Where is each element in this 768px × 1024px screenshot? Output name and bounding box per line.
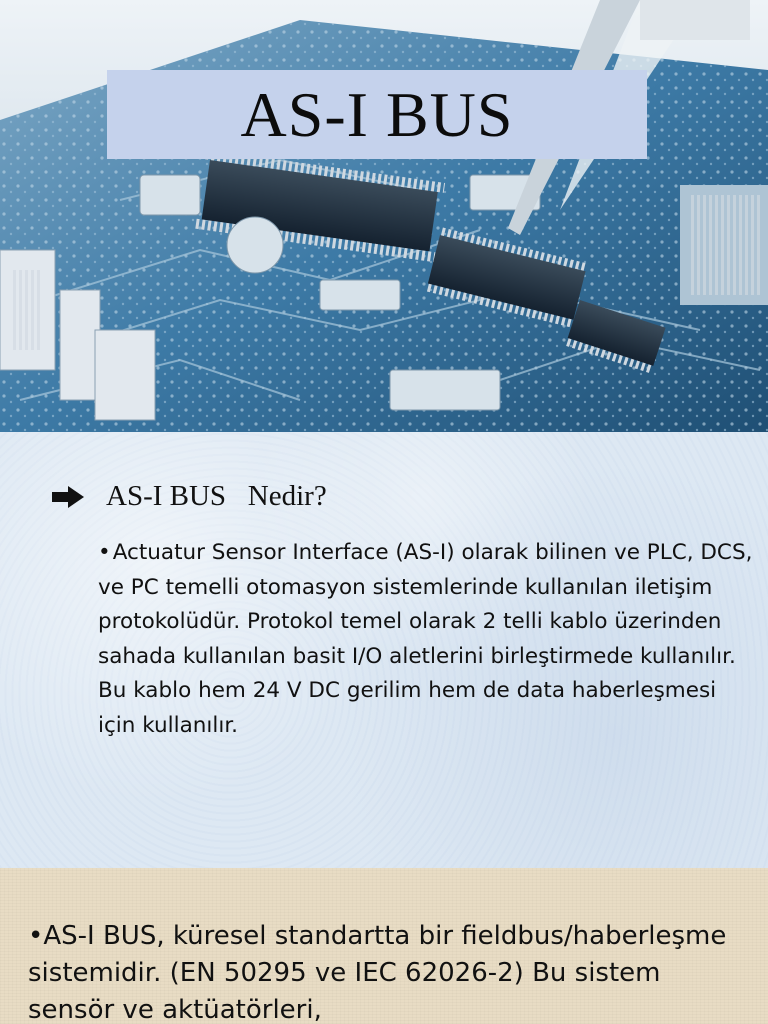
definition-slide	[0, 432, 768, 868]
title-slide	[0, 0, 768, 432]
fieldbus-text: AS-I BUS, küresel standartta bir fieldbus/haberleşme sistemidir. (EN 50295 ve IEC 62026-2) Bu sistem sensör ve aktüatörleri,	[28, 921, 727, 1024]
bullet-marker: •	[28, 921, 44, 951]
circuit-board-photo	[0, 0, 768, 432]
slide-heading: AS-I BUS Nedir?	[106, 480, 327, 512]
heading-row	[50, 480, 327, 513]
title-box	[107, 70, 647, 159]
arrow-right-icon	[50, 485, 86, 509]
slide-title: AS-I BUS	[240, 78, 514, 150]
definition-bullet	[98, 536, 753, 743]
fieldbus-bullet	[28, 918, 748, 1024]
definition-text: Actuatur Sensor Interface (AS-I) olarak bilinen ve PLC, DCS, ve PC temelli otomasyon sistemlerinde kullanılan iletişim protokolüdür. Protokol temel olarak 2 telli kablo üzerinden sahada kullanılan basit I/O aletlerini birleştirmede kullanılır. Bu kablo hem 24 V DC gerilim hem de data haberleşmesi için kullanılır.	[98, 540, 753, 738]
fieldbus-slide	[0, 868, 768, 1024]
bullet-marker: •	[98, 540, 111, 565]
